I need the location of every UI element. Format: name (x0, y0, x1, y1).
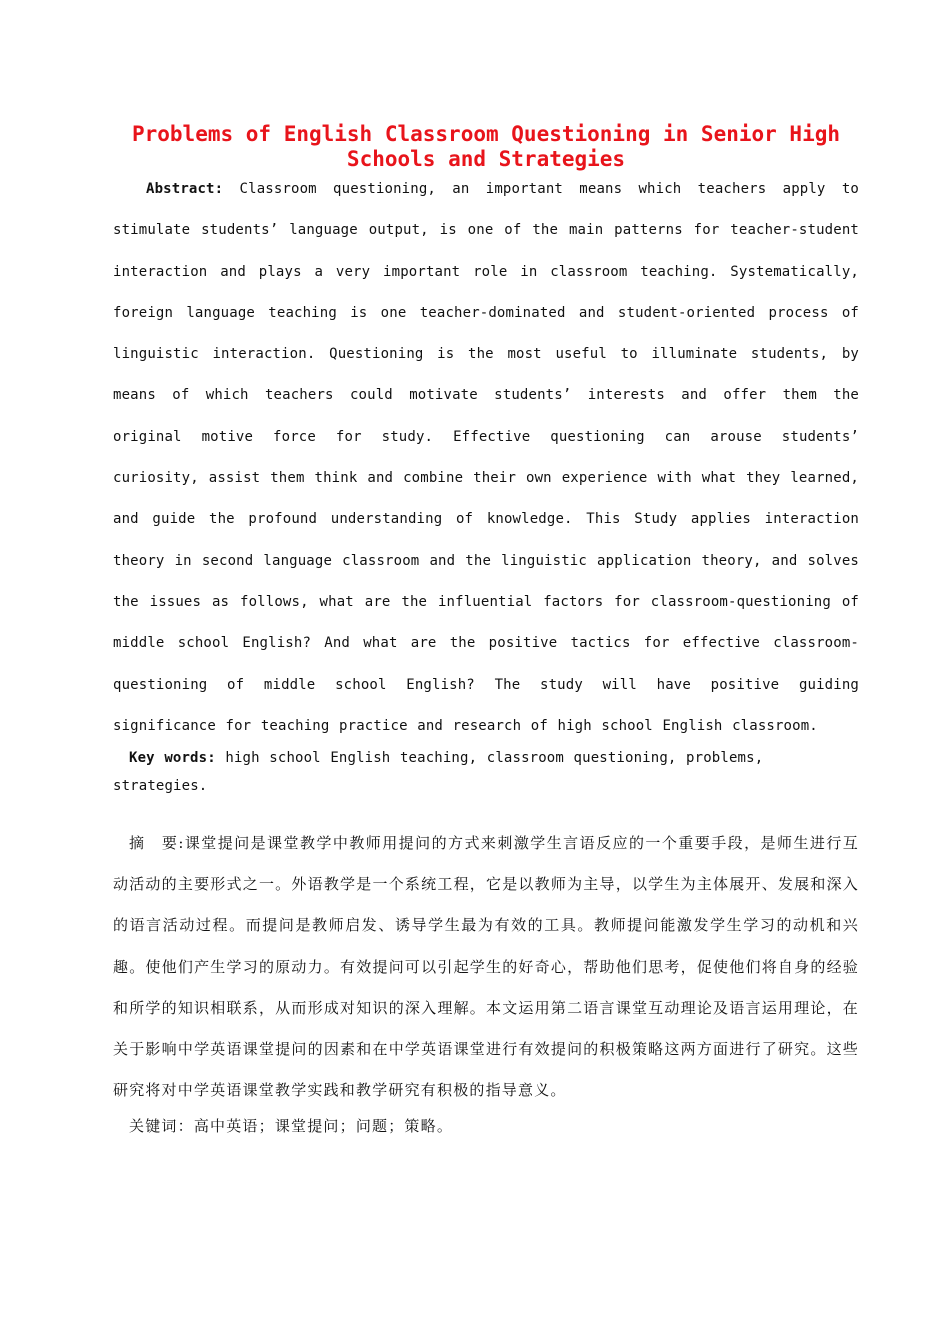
english-keywords (113, 744, 859, 800)
chinese-keywords-label: 关键词： (129, 1117, 194, 1135)
chinese-keywords-text: 高中英语；课堂提问；问题；策略。 (193, 1117, 454, 1135)
chinese-keywords (113, 1112, 859, 1140)
english-abstract-label: Abstract: (146, 181, 224, 197)
english-keywords-label: Key words: (129, 750, 216, 766)
english-abstract (113, 169, 859, 747)
document-title: Problems of English Classroom Questioning in Senior High Schools and Strategies (131, 122, 840, 171)
chinese-abstract-text: 课堂提问是课堂教学中教师用提问的方式来刺激学生言语反应的一个重要手段，是师生进行互动活动的主要形式之一。外语教学是一个系统工程，它是以教师为主导，以学生为主体展开、发展和深入的语言活动过程。而提问是教师启发、诱导学生最为有效的工具。教师提问能激发学生学习的动机和兴趣。使他们产生学习的原动力。有效提问可以引起学生的好奇心，帮助他们思考，促使他们将自身的经验和所学的知识相联系，从而形成对知识的深入理解。本文运用第二语言课堂互动理论及语言运用理论，在关于影响中学英语课堂提问的因素和在中学英语课堂进行有效提问的积极策略这两方面进行了研究。这些研究将对中学英语课堂教学实践和教学研究有积极的指导意义。 (113, 834, 859, 1100)
chinese-abstract (113, 823, 859, 1111)
english-keywords-text: high school English teaching, classroom questioning, problems, strategies. (113, 750, 764, 794)
chinese-abstract-label: 摘 要: (129, 834, 185, 852)
english-abstract-text: Classroom questioning, an important means which teachers apply to stimulate students’ language output, is one of the main patterns for teacher-student interaction and plays a very important role in classroom teaching. Systematically, foreign language teaching is one teacher-dominated and student-oriented process of linguistic interaction. Questioning is the most useful to illuminate students, by means of which teachers could motivate students’ interests and offer them the original motive force for study. Effective questioning can arouse students’ curiosity, assist them think and combine their own experience with what they learned, and guide the profound understanding of knowledge. This Study applies interaction theory in second language classroom and the linguistic application theory, and solves the issues as follows, what are the influential factors for classroom-questioning of middle school English? And what are the positive tactics for effective classroom-questioning of middle school English? The study will have positive guiding significance for teaching practice and research of high school English classroom. (113, 181, 859, 734)
